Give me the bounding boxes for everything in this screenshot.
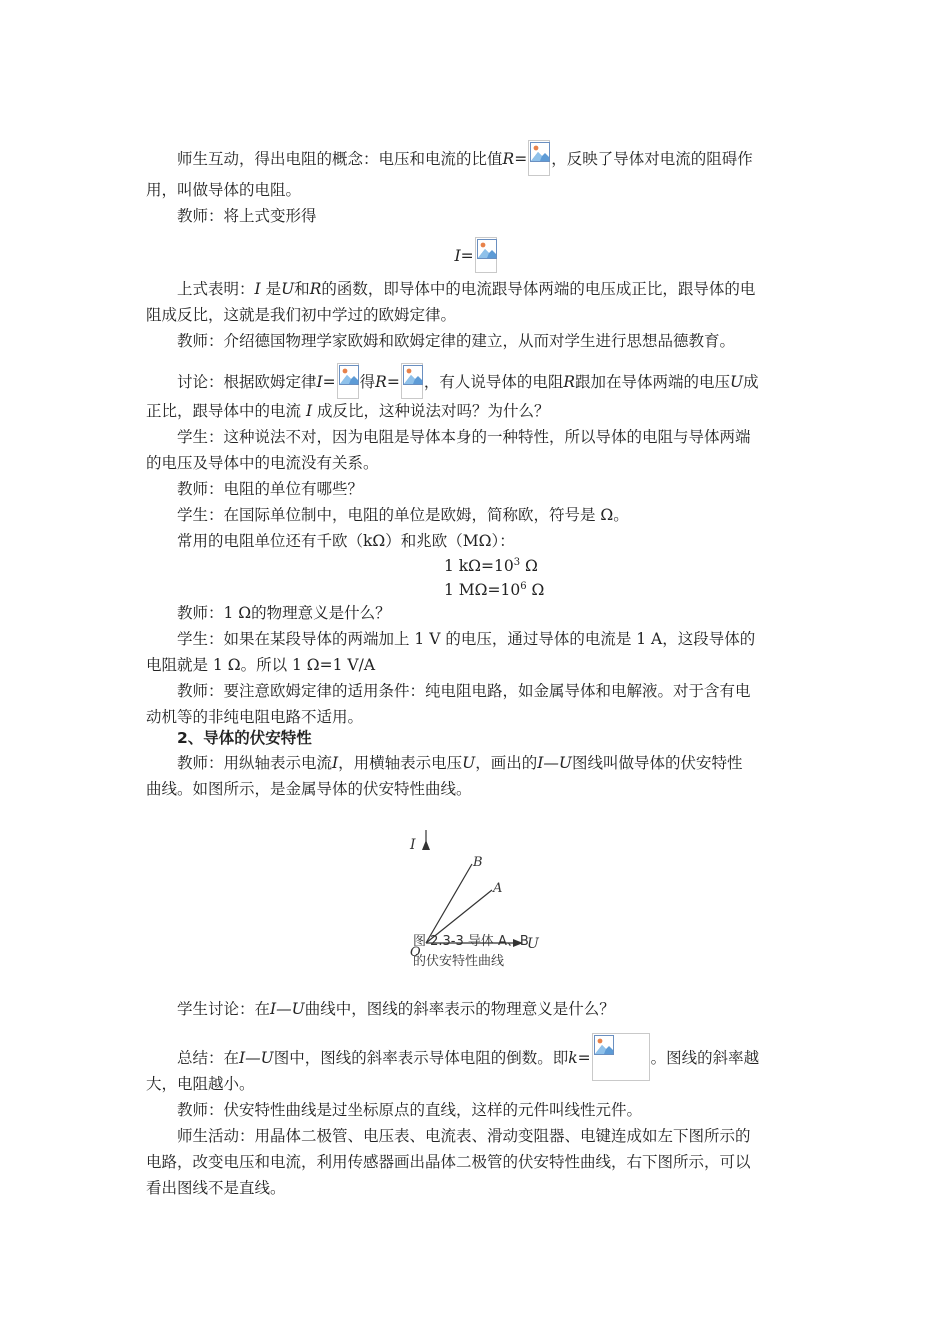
section-heading-volt-ampere: 2、导体的伏安特性 (177, 729, 312, 747)
paragraph-teacher-conditions-cont: 动机等的非纯电阻电路不适用。 (146, 708, 364, 726)
paragraph-student-answer-cont: 的电压及导体中的电流没有关系。 (146, 454, 379, 472)
paragraph-activity-diode: 师生活动：用晶体二极管、电压表、电流表、滑动变阻器、电键连成如左下图所示的 (177, 1127, 751, 1145)
paragraph-teacher-conditions: 教师：要注意欧姆定律的适用条件：纯电阻电路，如金属导体和电解液。对于含有电 (177, 682, 751, 700)
i-axis-label: I (410, 837, 416, 853)
paragraph-resistance-concept: 师生互动，得出电阻的概念：电压和电流的比值R= ，反映了导体对电流的阻碍作 (146, 140, 837, 176)
paragraph-ohm-law: 上式表明：I 是U和R的函数，即导体中的电流跟导体两端的电压成正比，跟导体的电 (177, 280, 756, 298)
formula-image-icon (401, 363, 423, 399)
formula-i-equals: I= (146, 237, 806, 273)
paragraph-teacher-linear-element: 教师：伏安特性曲线是过坐标原点的直线，这样的元件叫线性元件。 (177, 1101, 643, 1119)
i-axis-arrow (422, 840, 430, 850)
paragraph-summary-slope-cont: 大，电阻越小。 (146, 1075, 255, 1093)
paragraph-iu-curve-def-cont: 曲线。如图所示，是金属导体的伏安特性曲线。 (146, 780, 472, 798)
paragraph-teacher-transform: 教师：将上式变形得 (177, 207, 317, 225)
paragraph-discussion: 讨论：根据欧姆定律I= 得R= ，有人说导体的电阻R跟加在导体两端的电压U成 (146, 363, 837, 399)
paragraph-resistance-concept-cont: 用，叫做导体的电阻。 (146, 181, 302, 199)
paragraph-teacher-history: 教师：介绍德国物理学家欧姆和欧姆定律的建立，从而对学生进行思想品德教育。 (177, 332, 736, 350)
unit-megaohm: 1 $M\Omega=10^6$ Ω (444, 581, 545, 600)
origin-label: O (410, 945, 421, 960)
paragraph-teacher-ohm-meaning: 教师：1 Ω的物理意义是什么？ (177, 604, 391, 622)
paragraph-iu-curve-def: 教师：用纵轴表示电流I，用横轴表示电压U，画出的I—U图线叫做导体的伏安特性 (177, 754, 743, 772)
paragraph-teacher-units-question: 教师：电阻的单位有哪些？ (177, 480, 364, 498)
paragraph-common-units: 常用的电阻单位还有千欧（kΩ）和兆欧（MΩ）： (177, 532, 515, 550)
paragraph-student-slope-question: 学生讨论：在I—U曲线中，图线的斜率表示的物理意义是什么？ (177, 1000, 615, 1018)
paragraph-ohm-law-cont: 阻成反比，这就是我们初中学过的欧姆定律。 (146, 306, 457, 324)
line-a-label: A (493, 881, 503, 896)
paragraph-discussion-cont: 正比，跟导体中的电流 I 成反比，这种说法对吗？为什么？ (146, 402, 550, 420)
formula-image-icon (528, 140, 550, 176)
paragraph-student-ohm-meaning: 学生：如果在某段导体的两端加上 1 V 的电压，通过导体的电流是 1 A，这段导体的 (177, 630, 756, 648)
u-axis-label: U (527, 936, 539, 952)
paragraph-student-si-unit: 学生：在国际单位制中，电阻的单位是欧姆，简称欧，符号是 Ω。 (177, 506, 629, 524)
line-b-label: B (473, 855, 483, 870)
paragraph-student-ohm-meaning-cont: 电阻就是 1 Ω。所以 1 Ω=1 V/A (146, 656, 376, 674)
paragraph-summary-slope: 总结：在I—U图中，图线的斜率表示导体电阻的倒数。即k= 。图线的斜率越 (146, 1033, 837, 1081)
unit-kiloohm: 1 $k\Omega=10^3$ Ω (444, 557, 538, 576)
paragraph-activity-diode-end: 看出图线不是直线。 (146, 1179, 286, 1197)
paragraph-activity-diode-cont: 电路，改变电压和电流，利用传感器画出晶体二极管的伏安特性曲线，右下图所示，可以 (146, 1153, 751, 1171)
paragraph-student-answer: 学生：这种说法不对，因为电阻是导体本身的一种特性，所以导体的电阻与导体两端 (177, 428, 751, 446)
formula-image-icon (337, 363, 359, 399)
figure-caption: 图 2.3-3 导体 A、B 的伏安特性曲线 (413, 934, 529, 969)
formula-image-icon (475, 237, 497, 273)
